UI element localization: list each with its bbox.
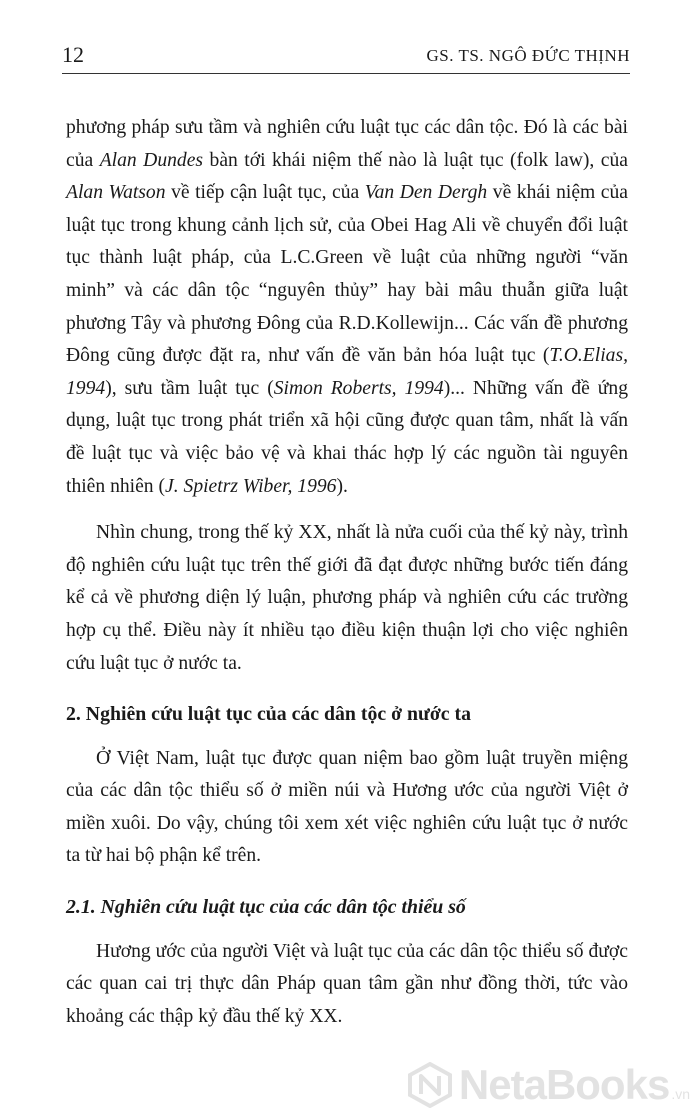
paragraph-vietnam: Ở Việt Nam, luật tục được quan niệm bao gồm luật truyền miệng của các dân tộc thiểu số ở miền núi và Hương ước của người Việt ở miền xuôi. Do vậy, chúng tôi xem xét việc nghiên cứu luật tục ở nước ta từ hai bộ phận kể trên. [66,747,628,867]
text-run: phương pháp sưu tầm và nghiên cứu luật tục các dân tộc. Đó là các bài của [66,117,628,171]
text-run: về khái niệm của luật tục trong khung cảnh lịch sử, của Obei Hag Ali về chuyển đổi luật tục thành luật pháp, của L.C.Green về luật của những người “văn minh” và các dân tộc “nguyên thủy” hay bài mâu thuẫn giữa luật phương Tây và phương Đông của R.D.Kollewijn... Các vấn đề phương Đông cũng được đặt ra, như vấn đề văn bản hóa luật tục ( [66,182,628,367]
running-head: GS. TS. NGÔ ĐỨC THỊNH [426,46,630,65]
netabooks-logo-icon [407,1062,453,1108]
watermark [407,1058,690,1112]
citation-run: Simon Roberts, 1994 [273,377,444,399]
text-run: ). [336,475,348,497]
text-run: về tiếp cận luật tục, của [165,182,365,204]
section-heading-2-1: 2.1. Nghiên cứu luật tục của các dân tộc thiểu số [66,896,466,919]
citation-run: Alan Dundes [99,149,204,171]
paragraph-continued [66,112,628,503]
watermark-tld: .vn [671,1086,690,1102]
page-header [62,42,630,76]
section-heading-2: 2. Nghiên cứu luật tục của các dân tộc ở nước ta [66,703,471,726]
citation-run: J. Spietrz Wiber, 1996 [165,475,337,497]
citation-run: Alan Watson [66,182,166,204]
header-rule [62,73,630,74]
text-run: bàn tới khái niệm thế nào là luật tục (folk law), của [203,149,628,171]
citation-run: Van Den Dergh [364,182,488,204]
citation-run: T.O.Elias, 1994 [66,345,628,399]
paragraph-huong-uoc: Hương ước của người Việt và luật tục của các dân tộc thiểu số được các quan cai trị thực dân Pháp quan tâm gần như đồng thời, tức vào khoảng các thập kỷ đầu thế kỷ XX. [66,940,628,1027]
page-body [66,112,628,1033]
page-number: 12 [62,42,84,67]
text-run: ), sưu tầm luật tục ( [105,377,274,399]
text-run: )... Những vấn đề ứng dụng, luật tục trong phát triển xã hội cũng được quan tâm, nhất là vấn đề luật tục và việc bảo vệ và khai thác hợp lý các nguồn tài nguyên thiên nhiên ( [66,377,628,497]
watermark-text: NetaBooks [458,1061,670,1108]
paragraph-summary: Nhìn chung, trong thế kỷ XX, nhất là nửa cuối của thế kỷ này, trình độ nghiên cứu luật tục trên thế giới đã đạt được những bước tiến đáng kể cả về phương diện lý luận, phương pháp và nghiên cứu các trường hợp cụ thể. Điều này ít nhiều tạo điều kiện thuận lợi cho việc nghiên cứu luật tục ở nước ta. [66,522,628,674]
